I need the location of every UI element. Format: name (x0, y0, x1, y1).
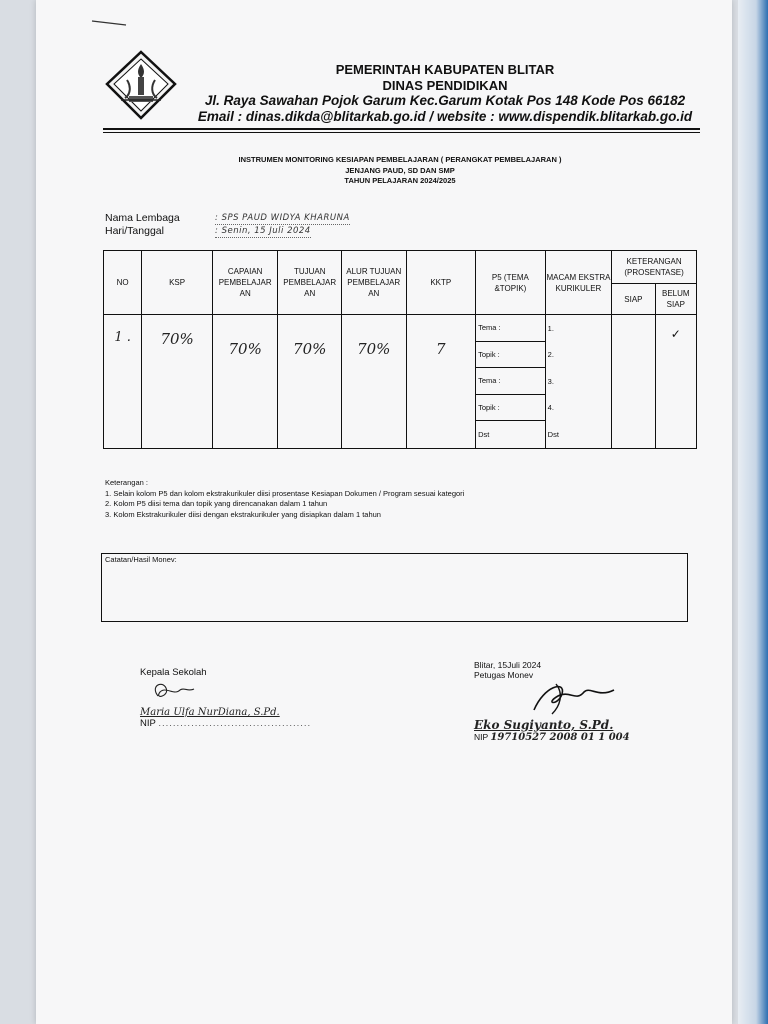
header-ekstrakurikuler: MACAM EKSTRA KURIKULER (545, 251, 612, 315)
monitor-signature-block (474, 660, 630, 743)
p5-topik-2: Topik : (476, 395, 545, 422)
cell-ksp: 70% (142, 315, 213, 449)
date-label: Hari/Tanggal (105, 225, 164, 237)
principal-signature (140, 678, 200, 704)
institution-info (105, 212, 350, 238)
title-line-1: INSTRUMEN MONITORING KESIAPAN PEMBELAJARAN ( PERANGKAT PEMBELAJARAN ) (238, 155, 562, 164)
blitar-regency-emblem (105, 50, 177, 120)
scan-edge (738, 0, 768, 1024)
p5-topik-1: Topik : (476, 342, 545, 369)
principal-nip-label: NIP (140, 718, 156, 729)
notes (105, 478, 464, 520)
cell-alur-tujuan: 70% (341, 315, 406, 449)
monitor-signature (474, 680, 624, 716)
institution-label: Nama Lembaga (105, 212, 180, 224)
cell-kktp: 7 (406, 315, 476, 449)
monitor-nip-value: 19710527 2008 01 1 004 (490, 732, 630, 743)
note-item: 1. Selain kolom P5 dan kolom ekstrakurikuler diisi prosentase Kesiapan Dokumen / Program sesuai kategori (105, 488, 465, 498)
title-line-3: TAHUN PELAJARAN 2024/2025 (344, 176, 456, 185)
document-title (180, 155, 620, 187)
pen-mark (90, 18, 130, 28)
office-address: Jl. Raya Sawahan Pojok Garum Kec.Garum Kotak Pos 148 Kode Pos 66182 (204, 93, 686, 108)
monev-label: Catatan/Hasil Monev: (105, 555, 177, 564)
letterhead-rule-thin (103, 132, 700, 133)
monitor-name: Eko Sugiyanto, S.Pd. (474, 718, 614, 732)
monitoring-table (103, 250, 697, 449)
ekskul-2: 2. (547, 350, 554, 360)
title-line-2: JENJANG PAUD, SD DAN SMP (345, 165, 455, 175)
principal-name: Maria Ulfa NurDiana, S.Pd. (140, 707, 280, 718)
ekskul-dst: Dst (547, 429, 559, 439)
p5-dst: Dst (478, 429, 490, 439)
institution-value: : SPS PAUD WIDYA KHARUNA (215, 213, 350, 223)
table-row (104, 315, 697, 449)
monev-notes-box (101, 553, 688, 622)
header-siap: SIAP (612, 284, 655, 315)
principal-signature-block: Kepala Sekolah Maria Ulfa NurDiana, S.Pd. NIP .......................................... (140, 667, 312, 729)
header-belum-siap: BELUM SIAP (655, 284, 696, 315)
header-no: NO (104, 251, 142, 315)
p5-tema-2: Tema : (476, 368, 545, 395)
cell-capaian: 70% (212, 315, 278, 449)
header-tujuan: TUJUAN PEMBELAJAR AN (278, 251, 342, 315)
date-value: : Senin, 15 Juli 2024 (215, 226, 311, 236)
cell-belum-siap-check: ✓ (655, 315, 696, 449)
header-ksp: KSP (142, 251, 213, 315)
p5-tema-1: Tema : (476, 315, 545, 342)
government-name: PEMERINTAH KABUPATEN BLITAR (335, 62, 555, 77)
cell-tujuan: 70% (278, 315, 342, 449)
signing-place-date: Blitar, 15Juli 2024 (474, 660, 542, 670)
office-name: DINAS PENDIDIKAN (382, 78, 508, 93)
cell-siap (612, 315, 655, 449)
cell-no: 1 . (104, 315, 142, 449)
note-item: 2. Kolom P5 diisi tema dan topik yang direncanakan dalam 1 tahun (105, 499, 328, 508)
notes-heading: Keterangan : (105, 478, 148, 487)
letterhead-rule (103, 128, 700, 130)
monitor-nip-label: NIP (474, 732, 489, 742)
monitor-role: Petugas Monev (474, 670, 534, 680)
header-alur-tujuan: ALUR TUJUAN PEMBELAJAR AN (341, 251, 406, 315)
ekskul-1: 1. (547, 323, 554, 333)
cell-ekstrakurikuler (545, 315, 612, 449)
letterhead (190, 62, 700, 125)
ekskul-3: 3. (547, 376, 554, 386)
cell-p5 (476, 315, 546, 449)
office-contact: Email : dinas.dikda@blitarkab.go.id / website : www.dispendik.blitarkab.go.id (197, 109, 693, 124)
ekskul-4: 4. (547, 403, 554, 413)
header-keterangan: KETERANGAN (PROSENTASE) (612, 251, 697, 284)
header-capaian: CAPAIAN PEMBELAJAR AN (212, 251, 278, 315)
note-item: 3. Kolom Ekstrakurikuler diisi dengan ekstrakurikuler yang disiapkan dalam 1 tahun (105, 509, 381, 519)
header-kktp: KKTP (406, 251, 476, 315)
principal-role: Kepala Sekolah (140, 667, 207, 678)
header-p5: P5 (TEMA &TOPIK) (476, 251, 546, 315)
